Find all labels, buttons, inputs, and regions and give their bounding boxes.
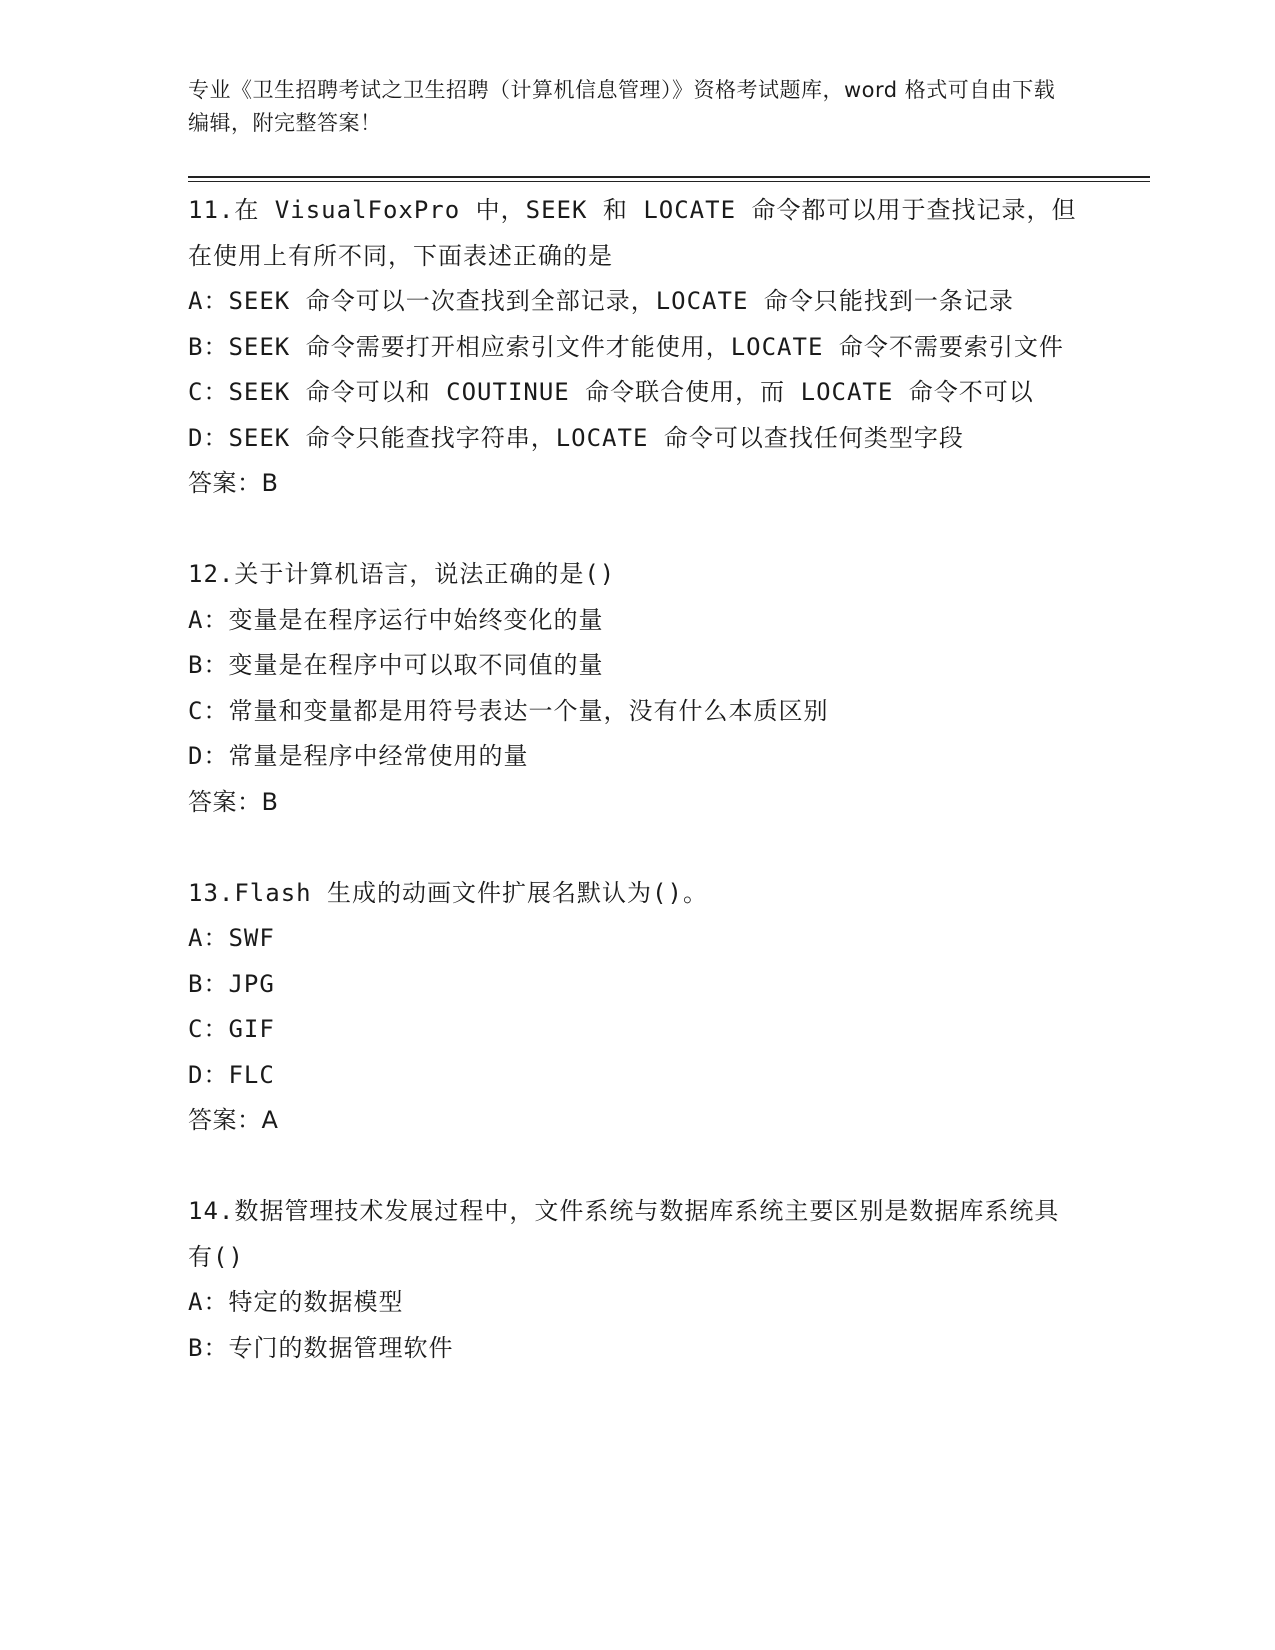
question-14 bbox=[188, 1189, 1078, 1371]
option-c: C：SEEK 命令可以和 COUTINUE 命令联合使用，而 LOCATE 命令不可以 bbox=[188, 378, 1034, 406]
option-d: D：常量是程序中经常使用的量 bbox=[188, 742, 529, 770]
option-d: D：FLC bbox=[188, 1060, 275, 1089]
option-a: A：SWF bbox=[188, 924, 275, 952]
question-list bbox=[188, 188, 1078, 1417]
answer: 答案：B bbox=[188, 787, 279, 816]
question-12 bbox=[188, 552, 1078, 825]
document-header: 专业《卫生招聘考试之卫生招聘（计算机信息管理）》资格考试题库，word 格式可自由下载编辑，附完整答案！ bbox=[188, 78, 1056, 135]
answer: 答案：B bbox=[188, 469, 279, 497]
question-11 bbox=[188, 188, 1078, 507]
option-a: A：特定的数据模型 bbox=[188, 1288, 404, 1316]
question-stem: 12.关于计算机语言，说法正确的是() bbox=[188, 560, 616, 588]
option-c: C：GIF bbox=[188, 1015, 275, 1043]
header-divider-thin bbox=[188, 181, 1150, 182]
option-b: B：变量是在程序中可以取不同值的量 bbox=[188, 651, 604, 679]
question-13 bbox=[188, 871, 1078, 1144]
option-d: D：SEEK 命令只能查找字符串，LOCATE 命令可以查找任何类型字段 bbox=[188, 423, 964, 452]
header-divider-thick bbox=[188, 176, 1150, 178]
option-b: B：专门的数据管理软件 bbox=[188, 1333, 454, 1362]
question-stem: 13.Flash 生成的动画文件扩展名默认为()。 bbox=[188, 878, 708, 907]
question-stem: 14.数据管理技术发展过程中，文件系统与数据库系统主要区别是数据库系统具有() bbox=[188, 1197, 1060, 1271]
question-stem: 11.在 VisualFoxPro 中，SEEK 和 LOCATE 命令都可以用于查找记录，但在使用上有所不同，下面表述正确的是 bbox=[188, 196, 1077, 270]
answer: 答案：A bbox=[188, 1106, 279, 1134]
option-a: A：SEEK 命令可以一次查找到全部记录，LOCATE 命令只能找到一条记录 bbox=[188, 287, 1014, 315]
option-b: B：SEEK 命令需要打开相应索引文件才能使用，LOCATE 命令不需要索引文件 bbox=[188, 332, 1064, 361]
option-c: C：常量和变量都是用符号表达一个量，没有什么本质区别 bbox=[188, 696, 829, 725]
option-a: A：变量是在程序运行中始终变化的量 bbox=[188, 605, 604, 634]
option-b: B：JPG bbox=[188, 969, 275, 998]
